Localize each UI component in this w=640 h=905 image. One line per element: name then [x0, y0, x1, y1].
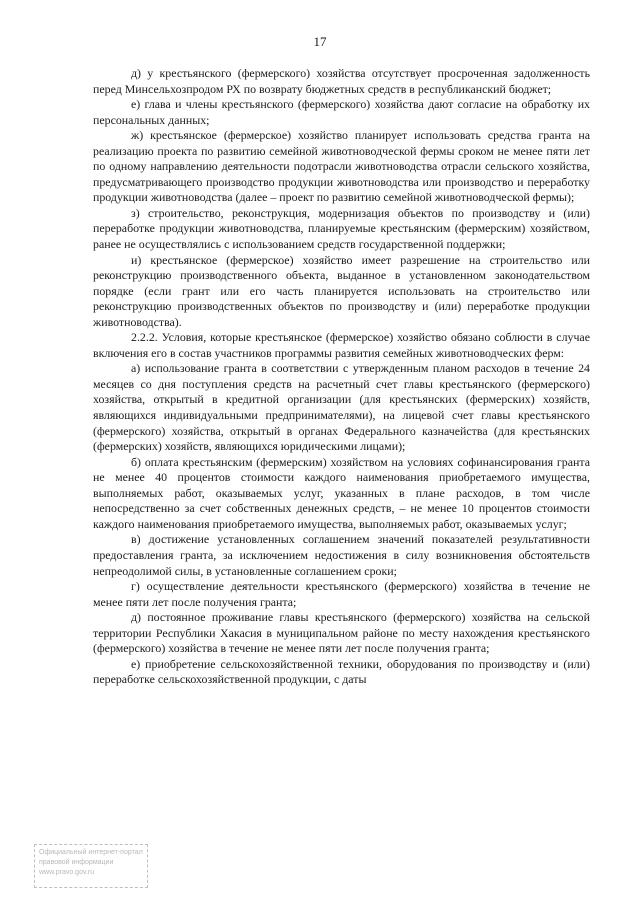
paragraph: г) осуществление деятельности крестьянского (фермерского) хозяйства в течение не менее пяти лет после получения гранта;: [93, 579, 590, 609]
paragraph: в) достижение установленных соглашением значений показателей результативности предоставления гранта, за исключением недостижения в силу возникновения обстоятельств непреодолимой силы, в установленные соглашением сроки;: [93, 532, 590, 578]
portal-stamp: [34, 844, 148, 888]
stamp-line: Официальный интернет-портал: [39, 849, 143, 856]
paragraph: д) у крестьянского (фермерского) хозяйства отсутствует просроченная задолженность перед Минсельхозпродом РХ по возврату бюджетных средств в республиканский бюджет;: [93, 66, 590, 96]
paragraph: з) строительство, реконструкция, модернизация объектов по производству и (или) переработке продукции животноводства, планируемые крестьянским (фермерским) хозяйством, ранее не осуществлялись с использованием средств государственной поддержки;: [93, 205, 590, 252]
document-body: [93, 66, 590, 688]
paragraph: а) использование гранта в соответствии с утвержденным планом расходов в течение 24 месяцев со дня поступления средств на расчетный счет главы крестьянского (фермерского) хозяйства, открытый в кредитной организации (для крестьянских (фермерских) хозяйств, являющихся индивидуальными предпринимателями), на лицевой счет главы крестьянского (фермерского) хозяйства, открытый в органах Федерального казначейства (для крестьянских (фермерских) хозяйств, являющихся юридическими лицами);: [93, 361, 590, 454]
paragraph: е) глава и члены крестьянского (фермерского) хозяйства дают согласие на обработку их персональных данных;: [93, 97, 590, 127]
stamp-line: правовой информации: [39, 859, 114, 866]
paragraph: ж) крестьянское (фермерское) хозяйство планирует использовать средства гранта на реализацию проекта по развитию семейной животноводческой фермы сроком не менее пяти лет по одному направлению деятельности подотрасли животноводства отрасли сельского хозяйства, предусматривающего производство продукции животноводства или производство и переработку продукции животноводства (далее – проект по развитию семейной животноводческой фермы);: [93, 128, 590, 205]
paragraph: и) крестьянское (фермерское) хозяйство имеет разрешение на строительство или реконструкцию производственного объекта, выданное в установленном законодательством порядке (если грант или его часть планируется использовать на строительство или реконструкцию производственных объектов по производству и (или) переработке продукции животноводства).: [93, 252, 590, 329]
paragraph: е) приобретение сельскохозяйственной техники, оборудования по производству и (или) переработке сельскохозяйственной продукции, с даты: [93, 656, 590, 687]
paragraph: д) постоянное проживание главы крестьянского (фермерского) хозяйства на сельской территории Республики Хакасия в муниципальном районе по месту нахождения крестьянского (фермерского) хозяйства в течение не менее пяти лет после получения гранта;: [93, 610, 590, 656]
paragraph: б) оплата крестьянским (фермерским) хозяйством на условиях софинансирования гранта не менее 40 процентов стоимости каждого наименования приобретаемого имущества, выполняемых работ, оказываемых услуг, указанных в плане расходов, в том числе непосредственно за счет собственных денежных средств, – не менее 10 процентов стоимости каждого наименования приобретаемого имущества, выполняемых работ, оказываемых услуг;: [93, 454, 590, 531]
stamp-line: www.pravo.gov.ru: [39, 869, 95, 876]
page-number: 17: [313, 34, 327, 49]
paragraph: 2.2.2. Условия, которые крестьянское (фермерское) хозяйство обязано соблюсти в случае включения его в состав участников программы развития семейных животноводческих ферм:: [93, 330, 590, 360]
